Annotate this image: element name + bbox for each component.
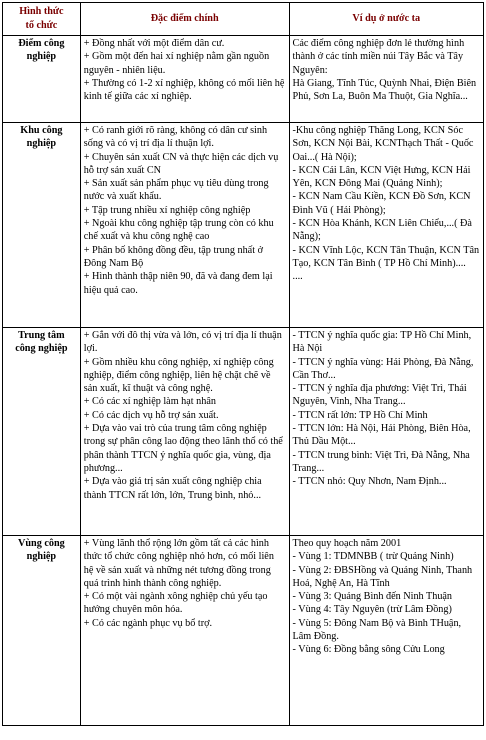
- example-line: - Vùng 5: Đông Nam Bộ và Bình THuận, Lâm Đồng.: [292, 617, 462, 643]
- comparison-table: [2, 2, 484, 726]
- header-row: [3, 3, 484, 36]
- feature-line: + Dựa vào vai trò của trung tâm công nghiệp trong sự phân công lao động theo lãnh thổ có thể phân thành TTCN ý nghĩa quốc gia, vùng, địa phương...: [83, 423, 283, 474]
- example-line: - TTCN ý nghĩa địa phương: Việt Trì, Thái Nguyên, Vinh, Nha Trang...: [292, 383, 467, 408]
- table-row: [3, 36, 484, 123]
- example-line: Theo quy hoạch năm 2001: [292, 538, 402, 549]
- examples-cell: [289, 123, 483, 328]
- example-line: - TTCN lớn: Hà Nội, Hải Phòng, Biên Hòa, Thủ Dầu Một...: [292, 423, 471, 448]
- feature-line: + Phân bố không đồng đều, tập trung nhất ở Đông Nam Bộ: [83, 244, 263, 269]
- example-line: - TTCN rất lớn: TP Hồ Chí Minh: [292, 409, 428, 421]
- feature-line: + Gồm nhiều khu công nghiệp, xí nghiệp công nghiệp, điểm công nghiệp, liên hệ chặt chẽ về sản xuất, kĩ thuật và công nghệ.: [83, 356, 274, 395]
- feature-line: + Chuyên sản xuất CN và thực hiện các dịch vụ hỗ trợ sản xuất CN: [83, 151, 279, 176]
- example-line: Hà Giang, Tĩnh Túc, Quỳnh Nhai, Điện Biên Phủ, Sơn La, Buôn Ma Thuột, Gia Nghĩa...: [292, 77, 477, 103]
- feature-line: + Dựa vào giá trị sản xuất công nghiệp chia thành TTCN rất lớn, lớn, Trung bình, nhỏ...: [83, 476, 262, 501]
- example-line: - Vùng 1: TDMNBB ( trừ Quảng Ninh): [292, 551, 454, 563]
- example-line: - KCN Hòa Khánh, KCN Liên Chiểu,...( Đà Nẵng);: [292, 218, 472, 243]
- row-name: Khu công nghiệp: [3, 123, 81, 328]
- table-row: [3, 123, 484, 328]
- table-row: [3, 536, 484, 726]
- example-line: Các điểm công nghiệp đơn lẻ thường hình thành ở các tỉnh miền núi Tây Bắc và Tây Nguyên:: [292, 38, 465, 76]
- features-cell: [80, 36, 289, 123]
- example-line: - KCN Vĩnh Lộc, KCN Tân Thuận, KCN Tân Tạo, KCN Tân Bình ( TP Hồ Chí Minh)....: [292, 244, 480, 269]
- feature-line: + Sản xuất sản phẩm phục vụ tiêu dùng trong nước và xuất khẩu.: [83, 178, 269, 203]
- feature-line: + Có các dịch vụ hỗ trợ sản xuất.: [83, 409, 219, 421]
- row-name: Điểm công nghiệp: [3, 36, 81, 123]
- row-name: Trung tâm công nghiệp: [3, 328, 81, 536]
- features-cell: [80, 328, 289, 536]
- feature-line: + Có các ngành phục vụ bổ trợ.: [83, 617, 213, 629]
- example-line: - TTCN ý nghĩa vùng: Hải Phòng, Đà Nẵng, Cần Thơ...: [292, 356, 474, 381]
- feature-line: + Hình thành thập niên 90, đã và đang đem lại hiệu quả cao.: [83, 271, 273, 296]
- features-cell: [80, 536, 289, 726]
- example-line: - Vùng 3: Quảng Bình đến Ninh Thuận: [292, 591, 453, 603]
- example-line: - Vùng 4: Tây Nguyên (trừ Lâm Đồng): [292, 604, 452, 616]
- examples-cell: [289, 36, 483, 123]
- example-line: - Vùng 2: ĐBSHồng và Quảng Ninh, Thanh Hoá, Nghệ An, Hà Tĩnh: [292, 564, 473, 589]
- example-line: - TTCN nhỏ: Quy Nhơn, Nam Định...: [292, 476, 447, 488]
- feature-line: + Gồm một đến hai xí nghiệp nằm gần nguồn nguyên - nhiên liệu.: [83, 51, 270, 76]
- example-line: - TTCN ý nghĩa quốc gia: TP Hồ Chí Minh, Hà Nội: [292, 330, 472, 355]
- header-form: Hình thức tổ chức: [3, 3, 81, 36]
- example-line: - Vùng 6: Đồng bằng sông Cửu Long: [292, 644, 445, 656]
- header-features: Đặc điểm chính: [80, 3, 289, 36]
- feature-line: + Ngoài khu công nghiệp tập trung còn có khu chế xuất và khu công nghệ cao: [83, 218, 274, 243]
- row-name: Vùng công nghiệp: [3, 536, 81, 726]
- feature-line: + Đồng nhất với một điểm dân cư.: [83, 38, 225, 49]
- examples-cell: [289, 536, 483, 726]
- feature-line: + Gắn với đô thị vừa và lớn, có vị trí địa lí thuận lợi.: [83, 330, 282, 355]
- feature-line: + Thường có 1-2 xí nghiệp, không có mối liên hệ kinh tế giữa các xí nghiệp.: [83, 77, 285, 103]
- feature-line: + Vùng lãnh thổ rộng lớn gồm tất cả các hình thức tổ chức công nghiệp nhỏ hơn, có mối liên hệ về sản xuất và những nét tương đồng trong quá trình hình thành công nghiệp.: [83, 538, 274, 589]
- examples-cell: [289, 328, 483, 536]
- example-line: - KCN Cái Lân, KCN Việt Hưng, KCN Hải Yên, KCN Đông Mai (Quảng Ninh);: [292, 164, 471, 190]
- feature-line: + Có các xí nghiệp làm hạt nhân: [83, 396, 216, 408]
- example-line: ....: [292, 271, 303, 283]
- example-line: - TTCN trung bình: Việt Trì, Đà Nẵng, Nha Trang...: [292, 449, 470, 474]
- features-cell: [80, 123, 289, 328]
- feature-line: + Có một vài ngành xông nghiệp chủ yếu tạo hướng chuyên môn hóa.: [83, 591, 268, 616]
- feature-line: + Tập trung nhiều xí nghiệp công nghiệp: [83, 204, 251, 216]
- example-line: - KCN Nam Cầu Kiền, KCN Đồ Sơn, KCN Đình Vũ ( Hải Phòng);: [292, 191, 471, 216]
- header-examples: Ví dụ ở nước ta: [289, 3, 483, 36]
- example-line: -Khu công nghiệp Thăng Long, KCN Sóc Sơn, KCN Nội Bài, KCNThạch Thất - Quốc Oai...( Hà Nội);: [292, 125, 474, 163]
- table-row: [3, 328, 484, 536]
- feature-line: + Có ranh giới rõ ràng, không có dân cư sinh sống và có vị trí địa lí thuận lợi.: [83, 125, 268, 150]
